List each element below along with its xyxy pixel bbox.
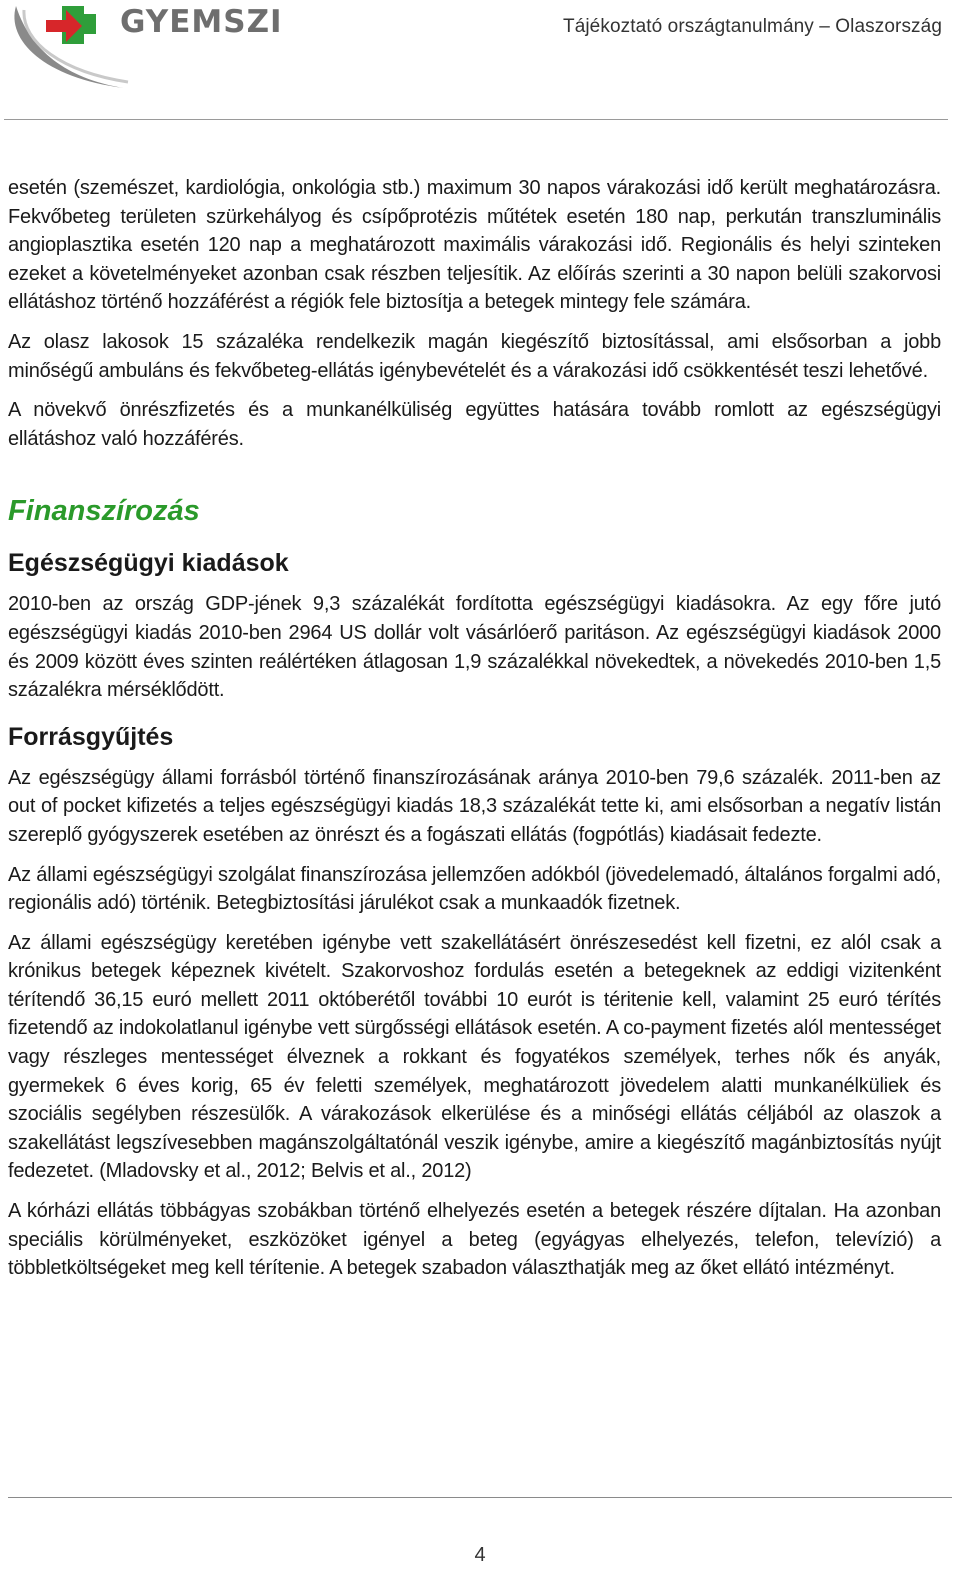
document-body xyxy=(8,174,941,1294)
subheading-revenue-collection: Forrásgyűjtés xyxy=(8,722,174,751)
logo-wordmark: GYEMSZI xyxy=(120,4,283,40)
paragraph-public-share: Az egészségügy állami forrásból történő finanszírozásának aránya 2010-ben 79,6 százalék. 2011-ben az out of pocket kifizetés a teljes egészségügyi kiadás 18,3 százalékát tette ki, ami elsősorban a negatív listán szereplő gyógyszerek esetében az önrészt és a fogászati ellátás (fogpótlás) kiadásait fedezte. xyxy=(8,766,941,846)
section-heading-financing: Finanszírozás xyxy=(8,495,200,528)
subheading-health-expenditure: Egészségügyi kiadások xyxy=(8,549,289,578)
paragraph-waiting-times: esetén (szemészet, kardiológia, onkológia stb.) maximum 30 napos várakozási idő került meghatározásra. Fekvőbeteg területen szürkehályog és csípőprotézis műtétek esetén 180 nap, perkután transzluminális angioplasztika esetén 120 nap a meghatározott maximális várakozási idő. Regionális és helyi szinteken ezeket a követelményeket azonban csak részben teljesítik. Az előírás szerinti a 30 napon belüli szakorvosi ellátáshoz történő hozzáférést a régiók fele biztosítja a betegek mintegy fele számára. xyxy=(8,177,941,314)
header-divider xyxy=(4,119,948,120)
paragraph-expenditure: 2010-ben az ország GDP-jének 9,3 százalékát fordította egészségügyi kiadásokra. Az egy főre jutó egészségügyi kiadás 2010-ben 2964 US dollár volt vásárlóerő paritáson. Az egészségügyi kiadások 2000 és 2009 között éves szinten reálértéken átlagosan 1,9 százalékkal növekedtek, a növekedés 2010-ben 1,5 százalékra mérséklődött. xyxy=(8,593,941,702)
paragraph-hospital-care: A kórházi ellátás többágyas szobákban történő elhelyezés esetén a betegek részére díjtalan. Ha azonban speciális körülményeket, eszközöket igényel a beteg (egyágyas elhelyezés, telefon, televízió) a többletköltségeket meg kell térítenie. A betegek szabadon választhatják meg az őket ellátó intézményt. xyxy=(8,1200,941,1280)
page-header xyxy=(0,0,960,122)
footer-divider xyxy=(8,1497,952,1498)
paragraph-copayment: Az állami egészségügy keretében igénybe vett szakellátásért önrészesedést kell fizetni, ez alól csak a krónikus betegek képeznek kivételt. Szakorvoshoz fordulás esetén a betegeknek az eddigi vizitenként térítendő 36,15 euró mellett 2011 októberétől további 10 eurót is téritenie kell, valamint 25 euró térítés fizetendő az indokolatlanul igénybe vett sürgősségi ellátások esetén. A co-payment fizetés alól mentességet vagy részleges mentességet élveznek a rokkant és fogyatékos személyek, terhes nők és anyák, gyermekek 6 éves korig, 65 év feletti személyek, meghatározott jövedelem alatti munkanélküliek és szociális segélyben részesülők. A várakozások elkerülése és a minőségi ellátás céljából az olaszok a szakellátást legszívesebben magánszolgáltatónál veszik igénybe, amire a kiegészítő magánbiztosítás nyújt fedezetet. (Mladovsky et al., 2012; Belvis et al., 2012) xyxy=(8,931,941,1183)
paragraph-access: A növekvő önrészfizetés és a munkanélküliség együttes hatására tovább romlott az egészségügyi ellátáshoz való hozzáférés. xyxy=(8,399,941,450)
paragraph-private-insurance: Az olasz lakosok 15 százaléka rendelkezik magán kiegészítő biztosítással, ami elsősorban a jobb minőségű ambuláns és fekvőbeteg-ellátás igénybevételét és a várakozási idő csökkentését teszi lehetővé. xyxy=(8,330,941,382)
paragraph-taxes: Az állami egészségügyi szolgálat finanszírozása jellemzően adókból (jövedelemadó, általános forgalmi adó, regionális adó) történik. Betegbiztosítási járulékot csak a munkaadók fizetnek. xyxy=(8,863,941,915)
document-running-title: Tájékoztató országtanulmány – Olaszország xyxy=(562,16,942,37)
page-number: 4 xyxy=(474,1544,486,1566)
gyemszi-logo xyxy=(4,0,304,98)
